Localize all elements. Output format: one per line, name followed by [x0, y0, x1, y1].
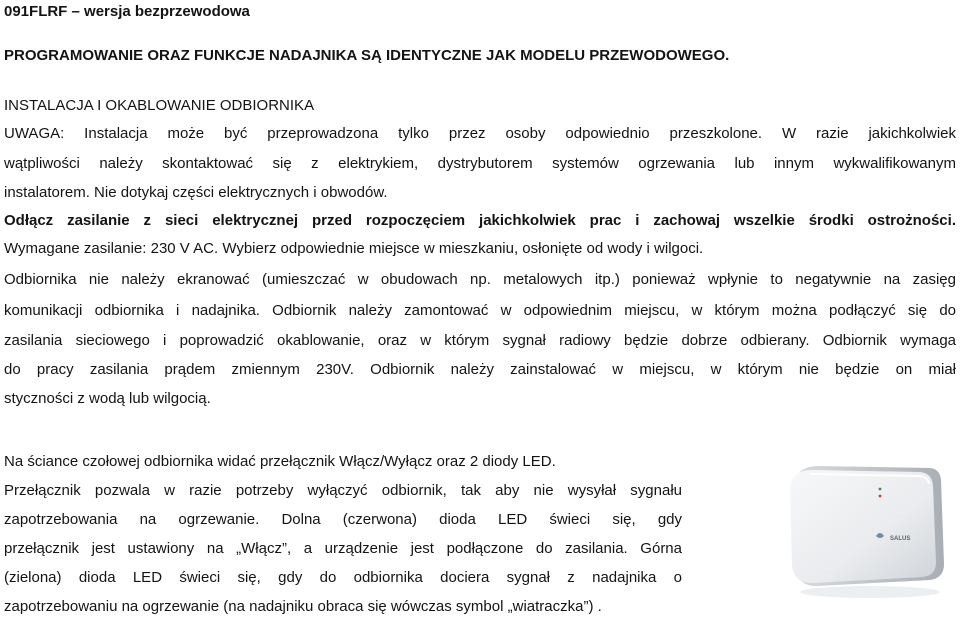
para2-line: komunikacji odbiornika i nadajnika. Odbiornik należy zamontować w odpowiednim miejscu, w którym można podłączyć się do [4, 302, 956, 319]
warning-text: Odłącz zasilanie z sieci elektrycznej przed rozpoczęciem jakichkolwiek prac i zachowaj wszelkie środki ostrożności. [4, 212, 956, 229]
para1-line: wątpliwości należy skontaktować się z elektrykiem, dystrybutorem systemów ogrzewania lub innym wykwalifikowanym [4, 155, 956, 172]
red-led-icon [879, 495, 882, 498]
device-logo-text: SALUS [890, 536, 911, 542]
para2-line: do pracy zasilania prądem zmiennym 230V. Odbiornik należy zainstalować w miejscu, w którym nie będzie on miał [4, 361, 956, 378]
para3-line: zapotrzebowania na ogrzewanie. Dolna (czerwona) dioda LED świeci się, gdy [4, 511, 682, 528]
para3-line: (zielona) dioda LED świeci się, gdy do odbiornika dociera sygnał z nadajnika o [4, 569, 682, 586]
para1-line: UWAGA: Instalacja może być przeprowadzona tylko przez osoby odpowiednio przeszkolone. W razie jakichkolwiek [4, 125, 956, 142]
receiver-device-image [780, 456, 952, 600]
doc-title: 091FLRF – wersja bezprzewodowa [4, 3, 250, 20]
green-led-icon [879, 488, 882, 491]
para2-line: styczności z wodą lub wilgocią. [4, 390, 211, 407]
section-heading: INSTALACJA I OKABLOWANIE ODBIORNIKA [4, 97, 315, 114]
para3-line: Przełącznik pozwala w razie potrzeby wyłączyć odbiornik, tak aby nie wysyłał sygnału [4, 482, 682, 499]
intro-note: PROGRAMOWANIE ORAZ FUNKCJE NADAJNIKA SĄ IDENTYCZNE JAK MODELU PRZEWODOWEGO. [4, 47, 730, 64]
para3-line: zapotrzebowaniu na ogrzewanie (na nadajniku obraca się wówczas symbol „wiatraczka”) . [4, 598, 602, 615]
para2-line: Odbiornika nie należy ekranować (umieszczać w obudowach np. metalowych itp.) ponieważ wpłynie to negatywnie na zasięg [4, 271, 956, 288]
para3-line: przełącznik jest ustawiony na „Włącz”, a urządzenie jest podłączone do zasilania. Górna [4, 540, 682, 557]
para3-line: Na ściance czołowej odbiornika widać przełącznik Włącz/Wyłącz oraz 2 diody LED. [4, 453, 556, 470]
para2-line: Wymagane zasilanie: 230 V AC. Wybierz odpowiednie miejsce w mieszkaniu, osłonięte od wody i wilgoci. [4, 240, 704, 257]
para2-line: zasilania sieciowego i poprowadzić okablowanie, oraz w którym sygnał radiowy będzie dobrze odbierany. Odbiornik wymaga [4, 332, 956, 349]
para1-line: instalatorem. Nie dotykaj części elektrycznych i obwodów. [4, 184, 388, 201]
